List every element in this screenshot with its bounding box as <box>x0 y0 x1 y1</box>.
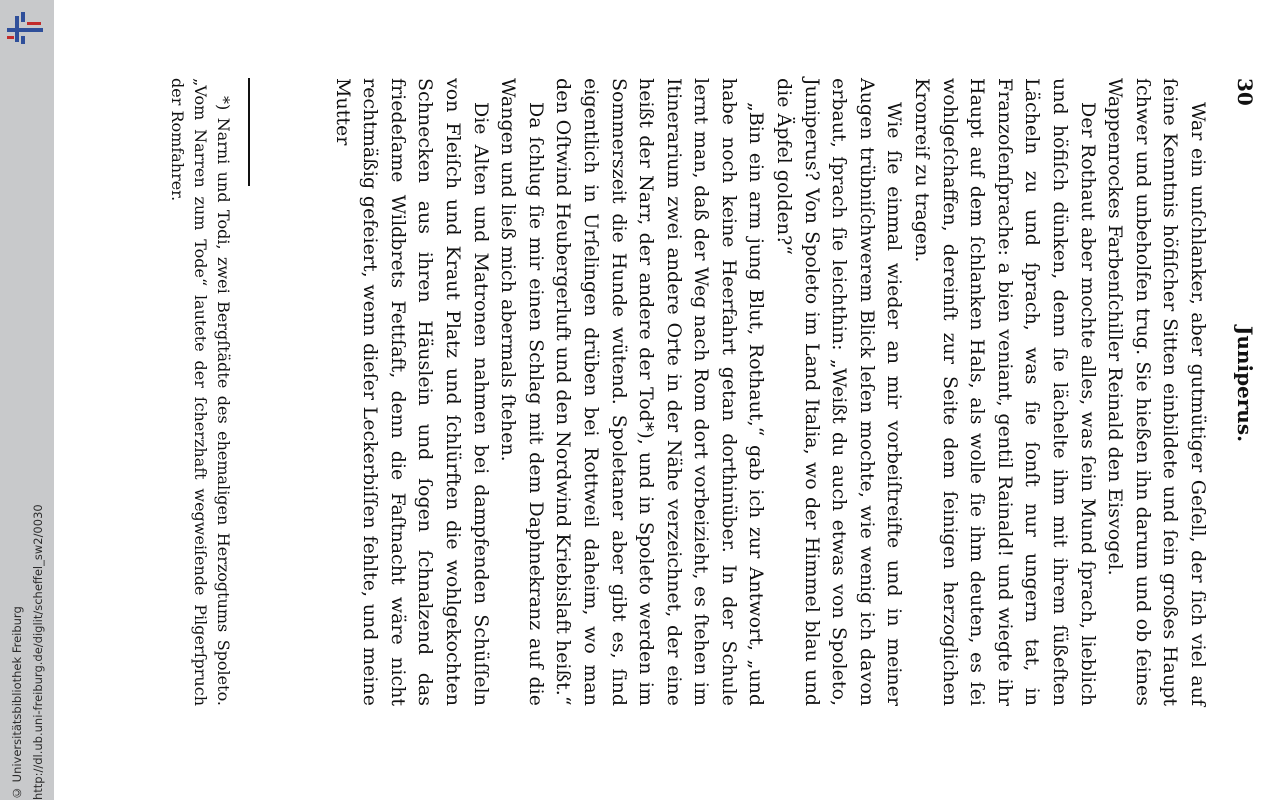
page-header <box>1225 78 1265 690</box>
paragraph: Wie ſie einmal wieder an mir vorbeiſtreifte und in meiner Augen trübniſchwerem Blick leſen mochte, wie wenig ich davon erbaut, ſprach ſie leichthin: „Weißt du auch etwas von Spoleto, Juniperus? Von Spoleto im Land Italia, wo der Himmel blau und die Äpfel golden?“ <box>773 78 906 706</box>
footnote <box>166 78 235 706</box>
footnote-text: *) Narni und Todi, zwei Bergſtädte des ehemaligen Herzogtums Spoleto. „Vom Narren zum Tode“ lautete der ſcherzhaft wegweiſende Pilgerſpruch der Romfahrer. <box>168 78 233 706</box>
paragraph: War ein unſchlanker, aber gutmütiger Geſell, der ſich viel auf ſeine Kenntnis höfiſcher Sitten einbildete und ſein großes Haupt ſchwer und unbeholfen trug. Sie hießen ihn darum und ob ſeines Wappenrockes Farbenſchiller Reinald den Eisvogel. <box>1104 78 1209 706</box>
paragraph: Die Alten und Matronen nahmen bei dampfenden Schüſſeln von Fleiſch und Kraut Platz und ſchlürften die wohlgekochten Schnecken aus ihren Häuslein und ſogen ſchnalzend das friedeſame Wildbrets Fettſaft, denn die Faſtnacht wäre nicht rechtmäßig gefeiert, wenn dieſer Leckerbiſſen fehlte, und meine Mutter <box>331 78 492 706</box>
paragraph: „Bin ein arm jung Blut, Rothaut,“ gab ich zur Antwort, „und habe noch keine Heerfahrt getan dorthinüber. In der Schule lernt man, daß der Weg nach Rom dort vorbeizieht, es ſtehen im Itinerarium zwei andere Orte in der Nähe verzeichnet, der eine heißt der Narr, der andere der Tod*), und in Spoleto werden im Sommerszeit die Hunde wütend. Spoletaner aber gibt es, ſind eigentlich in Urſelingen drüben bei Rottweil daheim, wo man den Oſtwind Heubergerluft und den Nordwind Kriebislaft heißt.“ <box>552 78 768 706</box>
footnote-divider <box>248 78 250 186</box>
viewer-sidebar <box>0 0 55 800</box>
page-number: 30 <box>1233 78 1257 106</box>
scanned-page <box>54 0 1267 800</box>
copyright-notice: © Universitätsbibliothek Freiburg <box>10 606 24 800</box>
rotated-page-content <box>52 0 1265 800</box>
body-text <box>328 78 1211 706</box>
document-url[interactable]: http://dl.ub.uni-freiburg.de/diglit/scheffel_sw2/0030 <box>31 504 45 800</box>
paragraph: Da ſchlug ſie mir einen Schlag mit dem Daphnekranz auf die Wangen und ließ mich abermals ſtehen. <box>497 78 547 706</box>
running-head: Juniperus. <box>1233 325 1257 443</box>
page-sheet <box>52 0 1265 800</box>
paragraph: Der Rothaut aber mochte alles, was ſein Mund ſprach, lieblich und höfiſch dünken, denn ſie lächelte ihm mit ihrem ſüßeſten Lächeln zu und ſprach, was ſie ſonſt nur ungern tat, in Franzoſenſprache: a bien veniant, gentil Rainald! und wiegte ihr Haupt auf dem ſchlanken Hals, als wolle ſie ihm deuten, es ſei wohlgeſchaffen, dereinſt zur Seite dem ſeinigen herzoglichen Kronreif zu tragen. <box>911 78 1099 706</box>
